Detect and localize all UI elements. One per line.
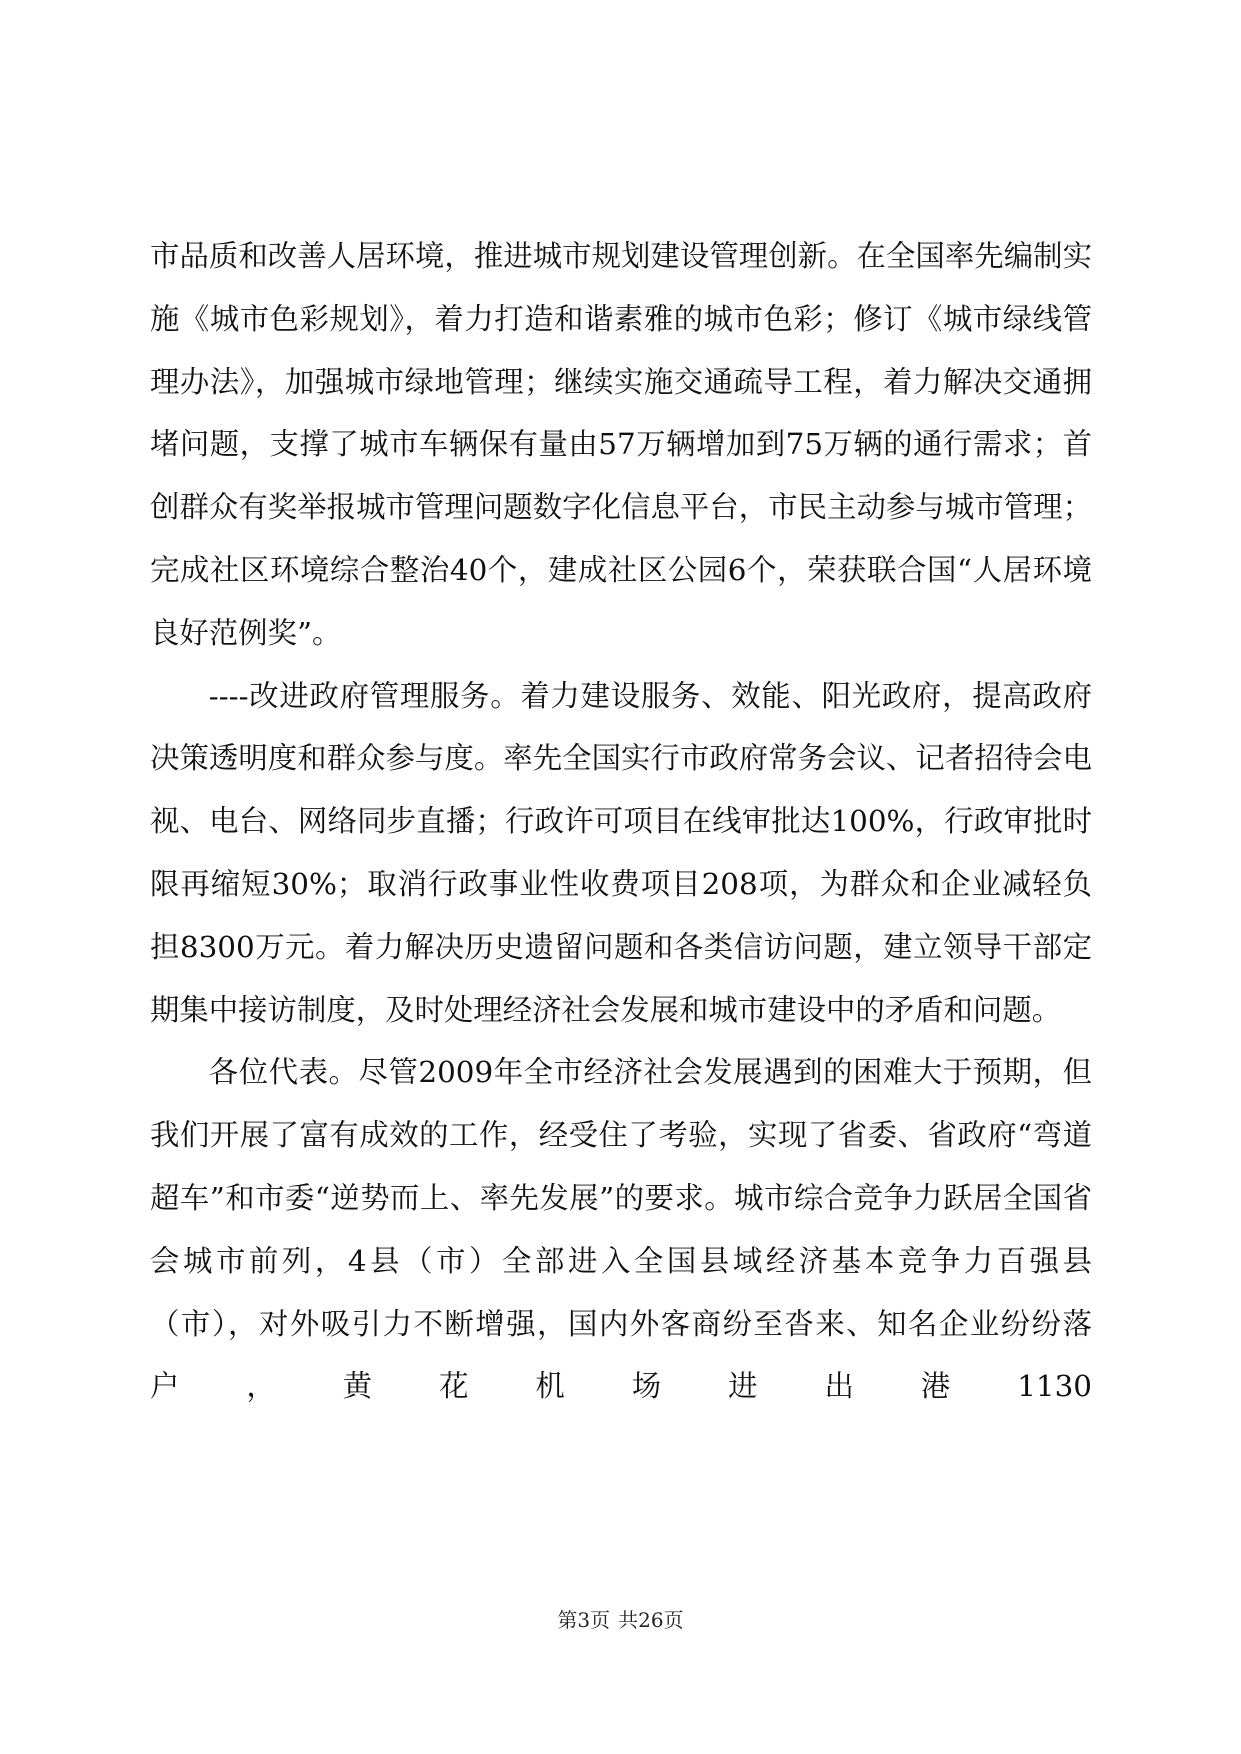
page-footer	[0, 1608, 1241, 1632]
body-text	[150, 225, 1092, 1418]
paragraph-3: 各位代表。尽管2009年全市经济社会发展遇到的困难大于预期，但我们开展了富有成效的工作，经受住了考验，实现了省委、省政府“弯道超车”和市委“逆势而上、率先发展”的要求。城市综合竞争力跃居全国省会城市前列，4县（市）全部进入全国县域经济基本竞争力百强县（市），对外吸引力不断增强，国内外客商纷至沓来、知名企业纷纷落户，黄花机场进出港1130	[150, 1055, 1092, 1404]
paragraph-1: 市品质和改善人居环境，推进城市规划建设管理创新。在全国率先编制实施《城市色彩规划》，着力打造和谐素雅的城市色彩；修订《城市绿线管理办法》，加强城市绿地管理；继续实施交通疏导工程，着力解决交通拥堵问题，支撑了城市车辆保有量由57万辆增加到75万辆的通行需求；首创群众有奖举报城市管理问题数字化信息平台，市民主动参与城市管理；完成社区环境综合整治40个，建成社区公园6个，荣获联合国“人居环境良好范例奖”。	[150, 239, 1092, 650]
page-number: 第3页	[557, 1608, 611, 1632]
paragraph-2: ----改进政府管理服务。着力建设服务、效能、阳光政府，提高政府决策透明度和群众参与度。率先全国实行市政府常务会议、记者招待会电视、电台、网络同步直播；行政许可项目在线审批达100%，行政审批时限再缩短30%；取消行政事业性收费项目208项，为群众和企业减轻负担8300万元。着力解决历史遗留问题和各类信访问题，建立领导干部定期集中接访制度，及时处理经济社会发展和城市建设中的矛盾和问题。	[150, 678, 1092, 1027]
total-pages: 共26页	[618, 1608, 684, 1632]
